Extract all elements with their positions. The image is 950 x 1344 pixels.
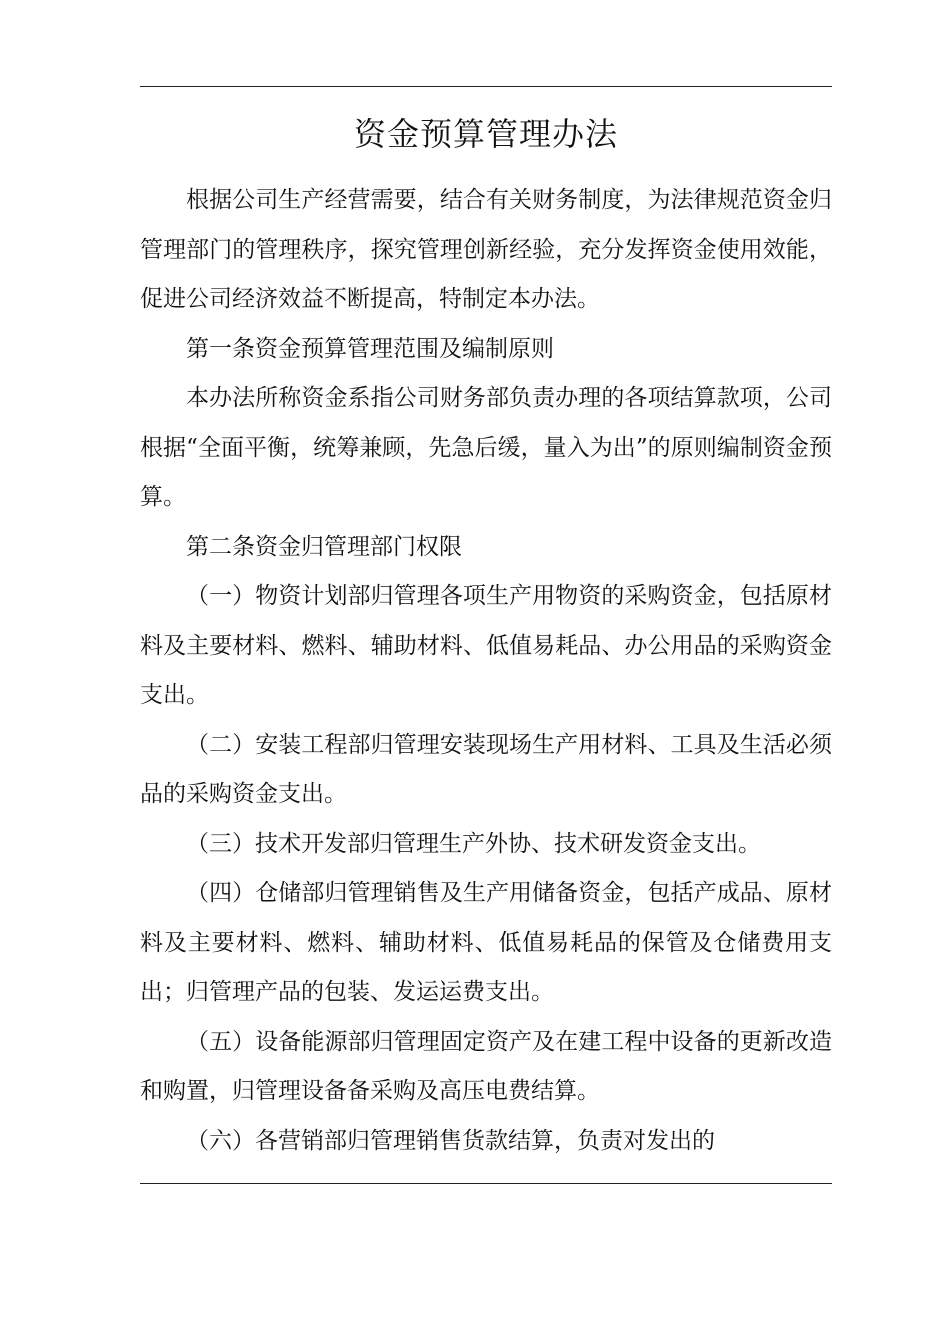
- document-body: [140, 176, 832, 1166]
- clause-1: （一）物资计划部归管理各项生产用物资的采购资金，包括原材料及主要材料、燃料、辅助材料、低值易耗品、办公用品的采购资金支出。: [140, 583, 832, 708]
- header-rule: [140, 86, 832, 87]
- paragraph-intro: 根据公司生产经营需要，结合有关财务制度，为法律规范资金归管理部门的管理秩序，探究管理创新经验，充分发挥资金使用效能，促进公司经济效益不断提高，特制定本办法。: [140, 187, 832, 312]
- article-2-heading: 第二条资金归管理部门权限: [186, 533, 462, 560]
- document-title: 资金预算管理办法: [353, 115, 618, 153]
- article-1-heading: 第一条资金预算管理范围及编制原则: [186, 335, 554, 362]
- clause-4: （四）仓储部归管理销售及生产用储备资金，包括产成品、原材料及主要材料、燃料、辅助材料、低值易耗品的保管及仓储费用支出；归管理产品的包装、发运运费支出。: [140, 880, 832, 1005]
- footer-rule: [140, 1183, 832, 1184]
- clause-2: （二）安装工程部归管理安装现场生产用材料、工具及生活必须品的采购资金支出。: [140, 731, 832, 807]
- article-1-text: 本办法所称资金系指公司财务部负责办理的各项结算款项，公司根据“全面平衡，统筹兼顾，先急后缓，量入为出”的原则编制资金预算。: [140, 385, 832, 510]
- clause-6: （六）各营销部归管理销售货款结算，负责对发出的: [186, 1127, 715, 1154]
- clause-5: （五）设备能源部归管理固定资产及在建工程中设备的更新改造和购置，归管理设备备采购及高压电费结算。: [140, 1028, 832, 1104]
- clause-3: （三）技术开发部归管理生产外协、技术研发资金支出。: [186, 830, 761, 857]
